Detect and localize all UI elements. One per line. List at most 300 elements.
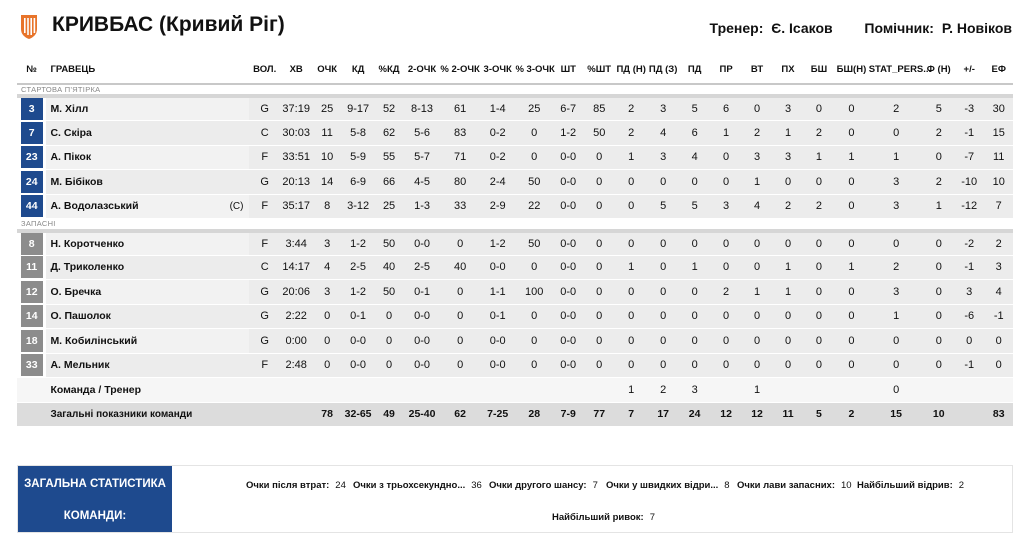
section-label-bench: ЗАПАСНІ [17,219,1013,231]
stat-cell: 0 [834,353,869,378]
player-name[interactable]: А. Пікок [50,151,92,164]
stat-cell: 5 [647,194,678,219]
stat-cell: 0-0 [553,170,583,195]
stat-cell: 28 [515,402,553,427]
stat-cell: 0 [440,353,480,378]
stat-cell: 0 [515,329,553,354]
stat-cell: 10 [924,402,954,427]
summary-stat: Очки другого шансу: 7 [489,480,598,491]
stat-cell: 0 [924,145,954,170]
stat-cell: 50 [583,121,614,146]
stat-cell: 0 [647,280,678,305]
player-row[interactable] [17,145,1013,170]
stat-cell: 0 [834,121,869,146]
stat-cell: 0 [710,255,741,280]
stat-cell: 0 [772,329,803,354]
stat-cell: 10 [312,145,341,170]
player-name[interactable]: М. Кобилінський [50,334,138,347]
stat-cell: 0 [583,170,614,195]
jersey-number-cell [17,255,46,280]
stat-cell: 0-1 [404,280,441,305]
stat-cell: -10 [954,170,984,195]
jersey-number-cell [17,170,46,195]
stat-cell: 10 [984,170,1013,195]
stat-cell: G [249,329,279,354]
player-name-cell[interactable] [46,329,249,354]
stat-cell: 0 [374,304,403,329]
stat-cell: 0 [679,280,710,305]
coach-label: Тренер: [709,20,764,36]
stat-cell: -6 [954,304,984,329]
stat-cell: 1 [710,121,741,146]
stat-cell [312,378,341,403]
stat-cell: 20:13 [280,170,312,195]
stat-cell: 2 [924,121,954,146]
stat-cell: 0-0 [553,304,583,329]
stat-cell [924,378,954,403]
stat-cell: 0 [924,255,954,280]
stat-cell: 0 [834,194,869,219]
stat-cell [480,378,516,403]
stat-cell: 3 [869,280,924,305]
stat-cell: 3 [954,280,984,305]
stat-cell [404,378,441,403]
stat-cell [342,378,374,403]
player-row[interactable] [17,280,1013,305]
jersey-number: 7 [21,122,43,144]
stat-cell: 66 [374,170,403,195]
stat-cell: 0 [742,96,772,121]
column-header: ШТ [553,56,583,84]
stat-cell: 2 [924,170,954,195]
stat-cell: 25-40 [404,402,441,427]
stat-cell: 0 [869,231,924,256]
team-coach-row-label: Команда / Тренер [46,378,249,403]
stat-cell: 24 [679,402,710,427]
stat-cell [553,378,583,403]
stat-cell [710,378,741,403]
stat-cell: 0-0 [553,194,583,219]
stat-cell [954,402,984,427]
stat-cell: 4 [984,280,1013,305]
stat-cell: 35:17 [280,194,312,219]
stat-cell: 1-2 [480,231,516,256]
stat-cell: 2 [615,96,647,121]
column-header: %ШТ [583,56,614,84]
jersey-number-cell [17,353,46,378]
stat-cell: 2-5 [342,255,374,280]
stat-cell: 0 [869,121,924,146]
stat-cell [772,378,803,403]
stat-cell: 1-3 [404,194,441,219]
jersey-number-cell [17,329,46,354]
stat-cell: 40 [374,255,403,280]
stat-cell: 6 [710,96,741,121]
stat-cell: 2 [710,280,741,305]
stat-cell: C [249,255,279,280]
summary-stat: Очки після втрат: 24 [246,480,346,491]
stat-cell: 0 [742,255,772,280]
stat-cell: G [249,96,279,121]
summary-title-line2: КОМАНДИ: [63,510,127,522]
section-bench [17,219,1013,231]
stat-cell: 0 [869,329,924,354]
stat-cell: F [249,145,279,170]
stat-cell: 0 [834,170,869,195]
stat-cell: C [249,121,279,146]
stat-cell: 11 [312,121,341,146]
stat-cell: 50 [515,170,553,195]
stat-cell: 2 [804,194,834,219]
player-name-cell[interactable] [46,96,249,121]
stat-cell: 0 [924,304,954,329]
stat-cell: 3 [647,96,678,121]
stat-cell: 0 [679,231,710,256]
stat-cell: 0 [647,255,678,280]
summary-stat: Очки у швидких відри... 8 [606,480,730,491]
stat-cell: 30:03 [280,121,312,146]
player-name-cell[interactable] [46,255,249,280]
column-header: ПР [710,56,741,84]
column-header: ОЧК [312,56,341,84]
stat-cell: 1-4 [480,96,516,121]
section-starters [17,84,1013,96]
stat-cell: 77 [583,402,614,427]
player-row[interactable] [17,304,1013,329]
stat-cell: 20:06 [280,280,312,305]
summary-stat: Очки лави запасних: 10 [737,480,852,491]
stat-cell: 50 [515,231,553,256]
coach-info [706,20,1012,36]
player-name[interactable]: М. Хілл [50,103,89,115]
player-row[interactable] [17,353,1013,378]
stat-cell: 7 [984,194,1013,219]
stat-cell: 0 [869,378,924,403]
stat-cell: 33:51 [280,145,312,170]
assistant-name: Р. Новіков [941,20,1012,36]
stat-cell: 0 [834,304,869,329]
jersey-number-cell [17,231,46,256]
player-row[interactable] [17,329,1013,354]
section-label-starters: СТАРТОВА П'ЯТІРКА [17,84,1013,96]
stat-cell: 2 [869,96,924,121]
stat-cell: 1 [804,145,834,170]
stat-cell: F [249,231,279,256]
stat-cell: 2 [834,402,869,427]
column-header: % 2-ОЧК [440,56,480,84]
player-row[interactable] [17,121,1013,146]
stat-cell: 0 [924,329,954,354]
empty-cell [17,378,46,403]
stat-cell: 0 [583,329,614,354]
column-header: STAT_PERS... [869,56,924,84]
stat-cell: 0 [440,231,480,256]
player-name[interactable]: Д. Триколенко [50,261,125,274]
stat-cell: 0 [772,304,803,329]
player-name-cell[interactable] [46,231,249,256]
stat-cell: 11 [984,145,1013,170]
stat-cell: 0 [924,231,954,256]
player-name-cell[interactable] [46,280,249,305]
stat-cell: G [249,170,279,195]
stat-cell: 0 [804,255,834,280]
stat-cell: 0 [710,170,741,195]
team-totals-row [17,402,1013,427]
stat-cell: 0 [583,304,614,329]
stat-cell: 0-0 [553,255,583,280]
team-summary [17,465,1013,533]
stat-cell: 0 [312,353,341,378]
player-name[interactable]: А. Мельник [50,359,110,372]
stat-cell: 6 [679,121,710,146]
player-name[interactable]: А. Водолазський [50,200,139,213]
team-coach-row [17,378,1013,403]
stat-cell: 7-25 [480,402,516,427]
stat-cell: 0 [804,329,834,354]
summary-stat: Очки з трьохсекундно... 36 [353,480,482,491]
stat-cell: 0 [583,353,614,378]
stat-cell: 11 [772,402,803,427]
stat-cell: 0 [647,170,678,195]
player-name[interactable]: М. Бібіков [50,175,103,188]
stat-cell: 2 [647,378,678,403]
stat-cell [280,402,312,427]
stat-cell: 1-2 [342,280,374,305]
stat-cell: 0 [615,194,647,219]
stat-cell: 25 [515,96,553,121]
stat-cell: 22 [515,194,553,219]
stat-cell: 0 [804,280,834,305]
stat-cell: 0-0 [553,231,583,256]
stat-cell: -12 [954,194,984,219]
stat-cell: 1 [772,121,803,146]
stat-cell: 0-1 [480,304,516,329]
stat-cell: 2-9 [480,194,516,219]
stat-cell: 0 [583,255,614,280]
stat-cell: 62 [374,121,403,146]
stat-cell: 0 [804,353,834,378]
stat-cell: 0-0 [404,304,441,329]
stat-cell: F [249,353,279,378]
stat-cell: -1 [954,121,984,146]
stat-cell: 5-6 [404,121,441,146]
stat-cell: 0 [834,96,869,121]
stat-cell: 9-17 [342,96,374,121]
stat-cell: 1 [615,378,647,403]
jersey-number-cell [17,280,46,305]
column-header: ПД (Н) [615,56,647,84]
stat-cell: 5 [679,96,710,121]
stat-cell: 5-8 [342,121,374,146]
stat-cell: 0 [374,353,403,378]
coach-name: Є. Ісаков [771,20,833,36]
stat-cell: -1 [954,255,984,280]
stat-cell: 4 [647,121,678,146]
player-name[interactable]: О. Пашолок [50,310,111,323]
stat-cell: 1 [869,145,924,170]
stat-cell: -2 [954,231,984,256]
stat-cell: 2:48 [280,353,312,378]
stat-cell: 0 [804,304,834,329]
stat-cell: 0 [772,170,803,195]
column-header: ПД [679,56,710,84]
stat-cell: 0 [615,280,647,305]
column-header: Ф (Н) [924,56,954,84]
player-name[interactable]: С. Скіра [50,126,92,139]
jersey-number: 12 [21,281,43,303]
stat-cell: 5-7 [404,145,441,170]
stat-cell: 0-2 [480,121,516,146]
stat-cell: 0 [742,329,772,354]
stat-cell: 0 [679,329,710,354]
stat-cell: 0 [834,329,869,354]
stat-cell: 0 [984,329,1013,354]
stat-cell [280,378,312,403]
team-totals-row-label: Загальні показники команди [46,402,249,427]
stat-cell: 40 [440,255,480,280]
stat-cell: 55 [374,145,403,170]
stat-cell: 0-0 [480,255,516,280]
stat-cell: 2 [742,121,772,146]
stat-cell: 50 [374,231,403,256]
player-name-cell[interactable] [46,194,249,219]
stat-cell: 4-5 [404,170,441,195]
stat-cell: 0 [954,329,984,354]
stat-cell: 2 [772,194,803,219]
player-name-cell[interactable] [46,170,249,195]
stat-cell: 49 [374,402,403,427]
jersey-number: 14 [21,305,43,327]
jersey-number: 11 [21,256,43,278]
stat-cell: 14:17 [280,255,312,280]
captain-badge: (C) [229,200,244,212]
stat-cell [249,402,279,427]
stat-cell: 0 [515,145,553,170]
stat-cell: 0-0 [404,231,441,256]
stat-cell: 0-0 [480,353,516,378]
player-name[interactable]: Н. Коротченко [50,237,125,250]
stat-cell: 0 [742,304,772,329]
stat-cell: 61 [440,96,480,121]
stat-cell: 1 [924,194,954,219]
stat-cell: 5 [804,402,834,427]
stat-cell: 52 [374,96,403,121]
stat-cell: 0 [615,329,647,354]
stat-cell: 85 [583,96,614,121]
player-name[interactable]: О. Бречка [50,285,102,298]
stat-cell: 2:22 [280,304,312,329]
jersey-number: 8 [21,233,43,255]
stat-cell: 12 [742,402,772,427]
stat-cell: -1 [984,304,1013,329]
stat-cell: 3:44 [280,231,312,256]
column-header: 3-ОЧК [480,56,516,84]
stat-cell: 0-0 [342,353,374,378]
stat-cell: 0 [647,231,678,256]
player-name-cell[interactable] [46,145,249,170]
player-name-cell[interactable] [46,353,249,378]
box-score-table [17,56,1013,427]
stat-cell: 0 [647,353,678,378]
jersey-number-cell [17,304,46,329]
stat-cell: 0 [710,304,741,329]
stat-cell: 4 [742,194,772,219]
stat-cell: 3 [869,170,924,195]
stat-cell [374,378,403,403]
stat-cell: 83 [984,402,1013,427]
stat-cell: 37:19 [280,96,312,121]
column-header: БШ [804,56,834,84]
stat-cell: 17 [647,402,678,427]
stat-cell: -1 [954,353,984,378]
team-title: КРИВБАС (Кривий Ріг) [52,13,285,36]
stat-cell: 0 [440,329,480,354]
stat-cell: 32-65 [342,402,374,427]
column-header: ЕФ [984,56,1013,84]
stat-cell: 0-0 [342,329,374,354]
stat-cell: 7-9 [553,402,583,427]
stat-cell: 0-0 [553,280,583,305]
stat-cell: 0 [772,353,803,378]
stat-cell: 0-1 [342,304,374,329]
column-header: +/- [954,56,984,84]
player-row[interactable] [17,255,1013,280]
stat-cell [515,378,553,403]
stat-cell: 83 [440,121,480,146]
stat-cell: 0 [804,170,834,195]
player-row[interactable] [17,231,1013,256]
jersey-number: 33 [21,354,43,376]
stat-cell: 3 [312,231,341,256]
column-header: № [17,56,46,84]
stat-cell: 0 [869,353,924,378]
stat-cell: 1 [772,255,803,280]
player-name-cell[interactable] [46,121,249,146]
stat-cell: 0 [647,304,678,329]
stat-cell: 0 [679,170,710,195]
player-row[interactable] [17,170,1013,195]
stat-cell: 30 [984,96,1013,121]
stat-cell: 6-9 [342,170,374,195]
stat-cell: 0 [515,255,553,280]
stat-cell: 0 [615,304,647,329]
stat-cell: 80 [440,170,480,195]
stat-cell: 0 [804,96,834,121]
stat-cell: 1 [615,255,647,280]
stat-cell: 25 [312,96,341,121]
stat-cell: 2-5 [404,255,441,280]
stat-cell: 3 [679,378,710,403]
jersey-number: 18 [21,330,43,352]
stat-cell: 0 [583,194,614,219]
stat-cell: 0:00 [280,329,312,354]
stat-cell [984,378,1013,403]
player-row[interactable] [17,96,1013,121]
column-header: КД [342,56,374,84]
stat-cell: 3 [312,280,341,305]
player-row[interactable] [17,194,1013,219]
stat-cell: 1 [742,280,772,305]
stat-cell: 1 [834,255,869,280]
stat-cell: 0 [615,353,647,378]
stat-cell: 7 [615,402,647,427]
stat-cell: 5 [924,96,954,121]
player-name-cell[interactable] [46,304,249,329]
stat-cell: 0 [924,280,954,305]
stat-cell: 1-2 [553,121,583,146]
column-header: ВТ [742,56,772,84]
stat-cell: 4 [679,145,710,170]
